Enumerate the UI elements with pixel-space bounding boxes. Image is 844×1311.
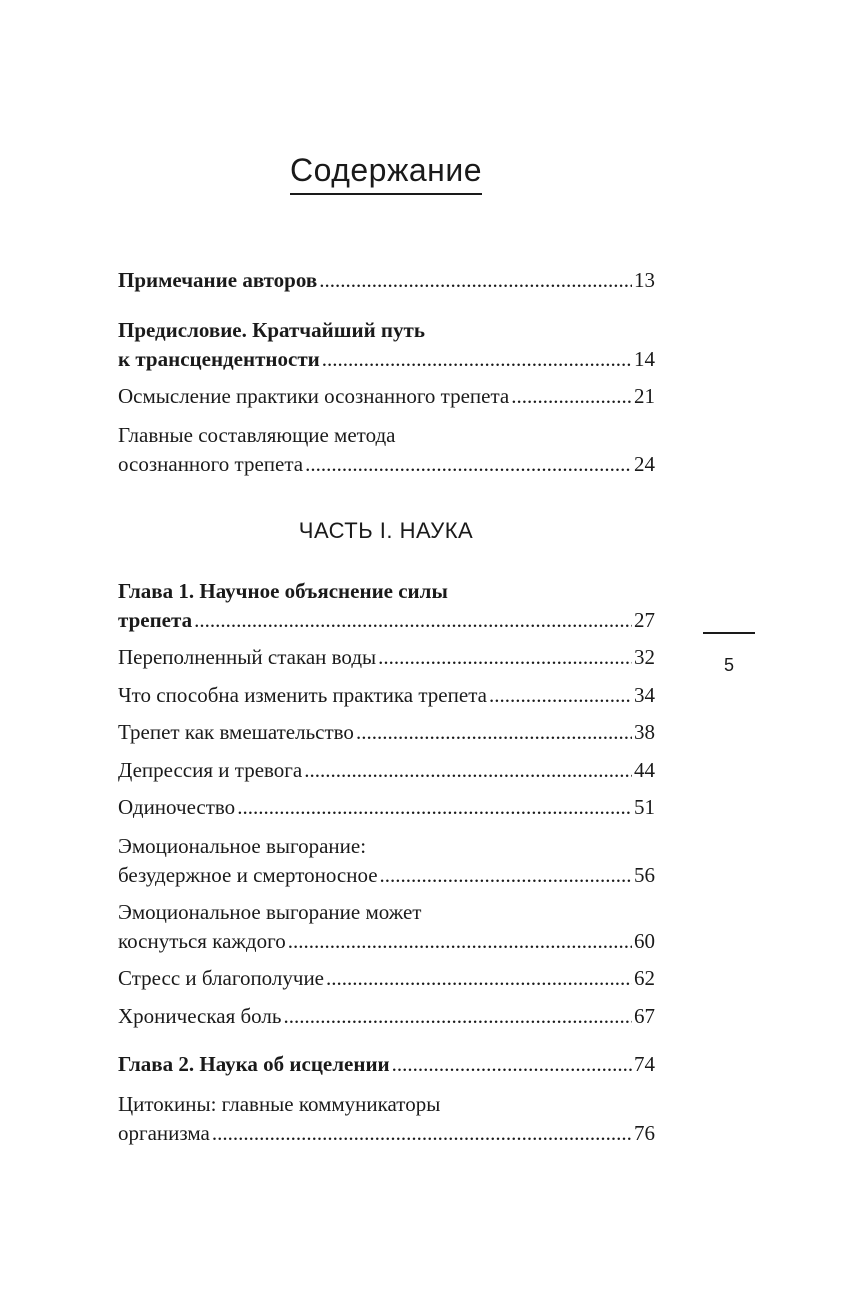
leader-dots — [380, 861, 632, 890]
toc-line — [118, 681, 655, 710]
toc-line — [118, 316, 655, 345]
leader-dots — [212, 1119, 632, 1148]
leader-dots — [305, 450, 632, 479]
toc-entry-title: Переполненный стакан воды — [118, 645, 377, 669]
toc-entry-title: Глава 2. Наука об исцелении — [118, 1052, 390, 1076]
toc-page-number: 14 — [634, 347, 655, 371]
toc-entry-title: Эмоциональное выгорание: — [118, 834, 367, 858]
toc-page-number: 62 — [634, 966, 655, 990]
toc-line — [118, 1050, 655, 1079]
toc-page-number: 24 — [634, 452, 655, 476]
toc-page-number: 13 — [634, 268, 655, 292]
toc-entry-title: Примечание авторов — [118, 268, 318, 292]
toc-entry-preface[interactable] — [118, 316, 655, 374]
toc-entry-title: Депрессия и тревога — [118, 758, 303, 782]
toc-line — [118, 756, 655, 785]
toc-page-number: 34 — [634, 683, 655, 707]
toc-entry-chapter-2[interactable] — [118, 1050, 655, 1079]
toc-line — [118, 898, 655, 927]
toc-entry-title: к трансцендентности — [118, 347, 320, 371]
toc-entry-title: Одиночество — [118, 795, 236, 819]
toc-entry-title: Эмоциональное выгорание может — [118, 900, 422, 924]
leader-dots — [304, 756, 632, 785]
toc-page-number: 56 — [634, 863, 655, 887]
toc-line — [118, 793, 655, 822]
toc-entry-loneliness[interactable] — [118, 793, 655, 822]
toc-line — [118, 832, 655, 861]
leader-dots — [489, 681, 632, 710]
toc-entry-title: Осмысление практики осознанного трепета — [118, 384, 510, 408]
toc-line — [118, 577, 655, 606]
toc-line — [118, 606, 655, 635]
toc-line — [118, 861, 655, 890]
leader-dots — [392, 1050, 632, 1079]
toc-page-number: 27 — [634, 608, 655, 632]
toc-line — [118, 345, 655, 374]
toc-entry-stress-wellbeing[interactable] — [118, 964, 655, 993]
leader-dots — [319, 266, 632, 295]
part-heading: ЧАСТЬ I. НАУКА — [298, 518, 474, 543]
toc-page-number: 38 — [634, 720, 655, 744]
page-title — [0, 152, 772, 195]
toc-entry-authors-note[interactable] — [118, 266, 655, 295]
toc-line — [118, 266, 655, 295]
leader-dots — [322, 345, 632, 374]
toc-page-number: 51 — [634, 795, 655, 819]
toc-page-number: 67 — [634, 1004, 655, 1028]
toc-entry-title: Предисловие. Кратчайший путь — [118, 318, 425, 342]
toc-entry-title: Цитокины: главные коммуникаторы — [118, 1092, 441, 1116]
toc-line — [118, 450, 655, 479]
leader-dots — [288, 927, 632, 956]
toc-line — [118, 1002, 655, 1031]
toc-page-number: 74 — [634, 1052, 655, 1076]
leader-dots — [378, 643, 632, 672]
leader-dots — [511, 382, 632, 411]
toc-line — [118, 964, 655, 993]
toc-line — [118, 718, 655, 747]
toc-line — [118, 1090, 655, 1119]
toc-page-number: 44 — [634, 758, 655, 782]
toc-entry-what-practice-changes[interactable] — [118, 681, 655, 710]
toc-entry-title: Хроническая боль — [118, 1004, 282, 1028]
toc-entry-burnout-deadly[interactable] — [118, 832, 655, 890]
toc-line — [118, 927, 655, 956]
toc-entry-title: Главные составляющие метода — [118, 423, 396, 447]
toc-entry-chapter-1[interactable] — [118, 577, 655, 635]
toc-line — [118, 1119, 655, 1148]
toc-line — [118, 421, 655, 450]
toc-entry-depression-anxiety[interactable] — [118, 756, 655, 785]
toc-page-number: 21 — [634, 384, 655, 408]
page-number: 5 — [723, 655, 734, 675]
toc-entry-title: Стресс и благополучие — [118, 966, 325, 990]
toc-entry-method-components[interactable] — [118, 421, 655, 479]
toc-entry-chronic-pain[interactable] — [118, 1002, 655, 1031]
toc-entry-title: Трепет как вмешательство — [118, 720, 354, 744]
toc-entry-burnout-anyone[interactable] — [118, 898, 655, 956]
leader-dots — [326, 964, 632, 993]
toc-line — [118, 643, 655, 672]
toc-page-number: 60 — [634, 929, 655, 953]
toc-page-number: 32 — [634, 645, 655, 669]
toc-entry-title: организма — [118, 1121, 210, 1145]
toc-entry-title: осознанного трепета — [118, 452, 304, 476]
toc-entry-title: коснуться каждого — [118, 929, 286, 953]
leader-dots — [194, 606, 632, 635]
leader-dots — [283, 1002, 632, 1031]
toc-entry-title: Глава 1. Научное объяснение силы — [118, 579, 448, 603]
leader-dots — [356, 718, 632, 747]
toc-line — [118, 382, 655, 411]
toc-entry-understanding-practice[interactable] — [118, 382, 655, 411]
toc-entry-overflowing-glass[interactable] — [118, 643, 655, 672]
toc-page-number: 76 — [634, 1121, 655, 1145]
page-title-text: Содержание — [290, 152, 482, 195]
leader-dots — [237, 793, 632, 822]
toc-entry-title: трепета — [118, 608, 193, 632]
toc-entry-awe-as-intervention[interactable] — [118, 718, 655, 747]
folio-rule — [703, 632, 755, 634]
toc-entry-title: Что способна изменить практика трепета — [118, 683, 487, 707]
toc-entry-title: безудержное и смертоносное — [118, 863, 378, 887]
toc-entry-cytokines[interactable] — [118, 1090, 655, 1148]
